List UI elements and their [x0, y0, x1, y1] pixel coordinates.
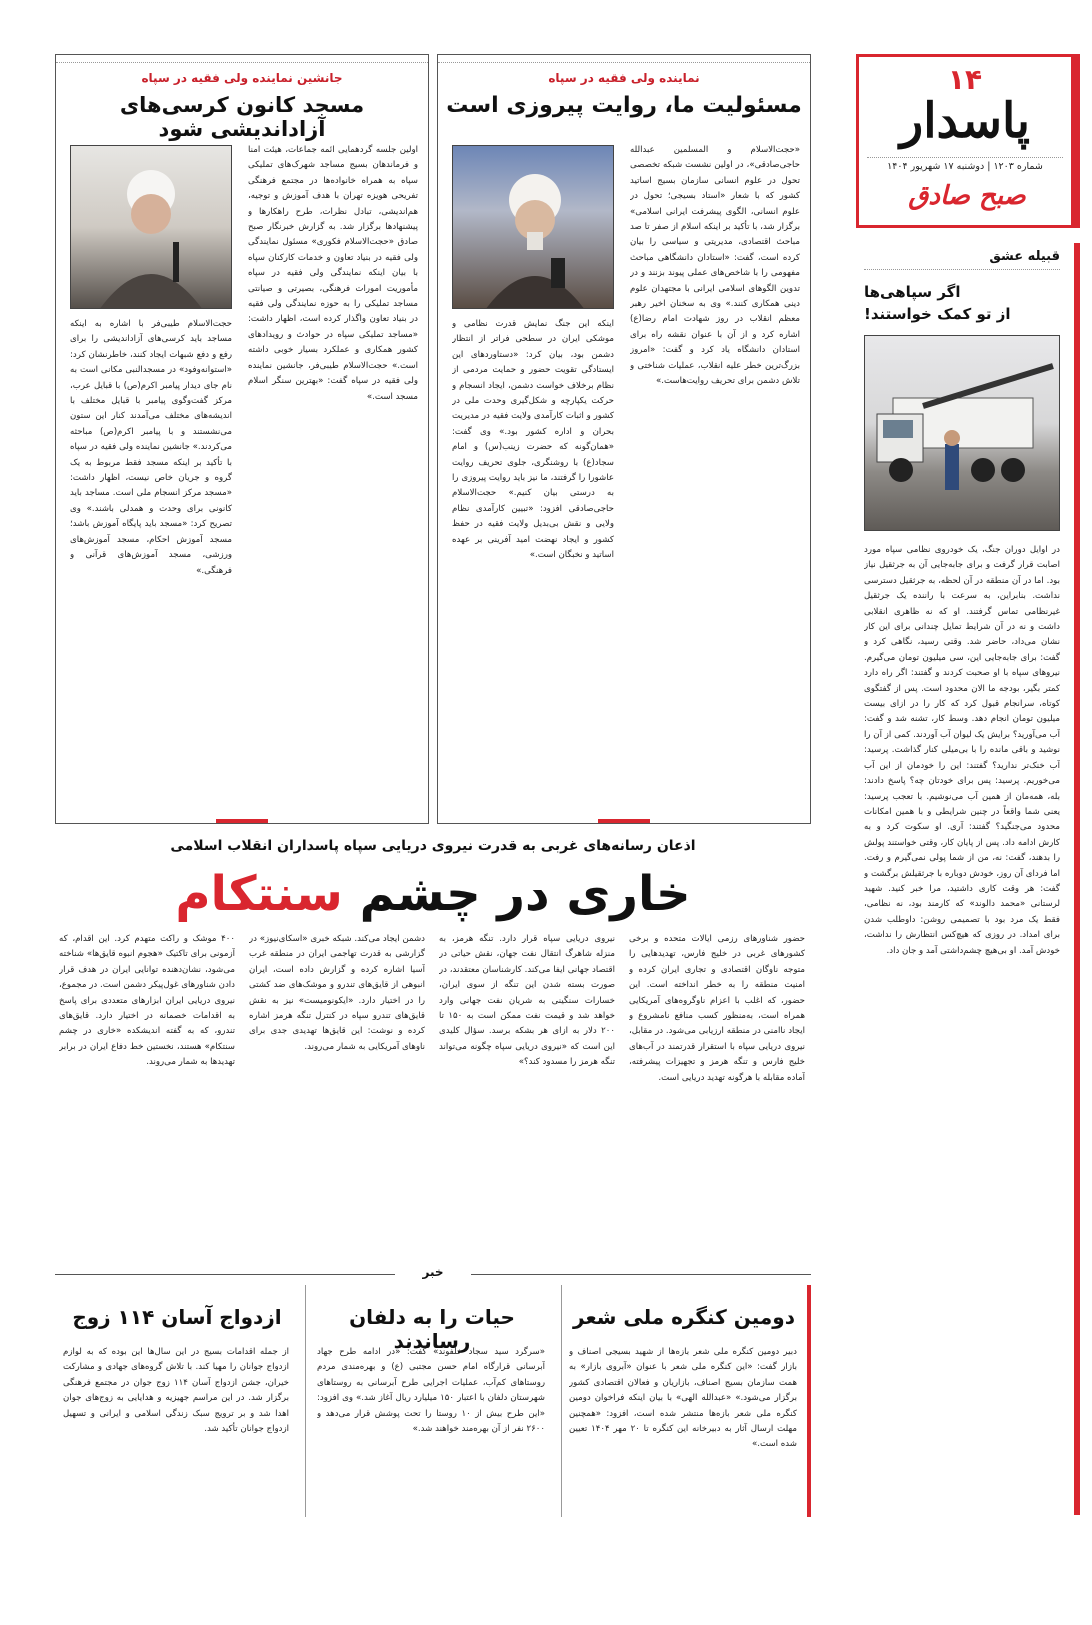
news-item-3-body: از جمله اقدامات بسیج در این سال‌ها این بوده که به لوازم ازدواج جوانان را مهیا کند. با تلاش گروه‌های جهادی و مشارکت خیران، جشن ازدواج آسان ۱۱۴ زوج جوان در مجتمع فرهنگی برگزار شد. در این مراسم جهیزیه و هدایایی به زوج‌های جوان اهدا شد و بر ترویج سبک زندگی اسلامی و ایرانی و تسهیل ازدواج جوانان تأکید شد. — [63, 1347, 289, 1435]
crane-truck-illustration — [864, 336, 1059, 531]
cleric-portrait-illustration — [452, 146, 613, 309]
crane-truck-photo — [864, 335, 1060, 531]
feature-article — [55, 832, 811, 1232]
news-item-3 — [55, 1285, 299, 1517]
news-item-1-title: دومین کنگره ملی شعر — [573, 1305, 795, 1329]
sidebar-body: در اوایل دوران جنگ، یک خودروی نظامی سپاه مورد اصابت قرار گرفت و برای جابه‌جایی آن به جرثقیل نیاز بود. اما در آن منطقه در آن لحظه، به جرثقیل دسترسی نداشت. بنابراین، به سرعت با راننده یک جرثقیل غیرنظامی تماس گرفتند. او که نه ظاهری انقلابی داشت و نه در آن شرایط تمایل چندانی برای این کار نشان می‌داد، حاضر شد. وقتی رسید، نگاهی کرد و گفت: برای جابه‌جایی این، سی میلیون تومان می‌گیرم. نیروهای سپاه با او صحبت کردند و گفتند: اگر راه دارد کمتر بگیر، بودجه ما الان محدود است. پس از گفتگوی کوتاه، سرانجام قبول کرد که کار را در ازای بیست میلیون تومان انجام دهد. وسط کار، تشنه شد و گفت: آب می‌آورید؟ برایش یک لیوان آب آوردند. کمی از آن را نوشید و باقی مانده را با بی‌میلی کنار گذاشت. پرسید: آب خنک‌تر ندارید؟ گفتند: این را خودمان از این آب می‌خوریم. پرسید: پس برای خودتان چه؟ پاسخ دادند: بله، همه‌مان از همین آب می‌نوشیم. با تعجب پرسید: یعنی شما واقعاً در چنین شرایطی و با همین امکانات محدود می‌جنگید؟ گفتند: آری. او سکوت کرد و به کارش ادامه داد. پس از پایان کار، وقتی خواستند پولش را بدهند، گفت: نه، من از شما پولی نمی‌گیرم و رفت. اما فردای آن روز، خودش دوباره با جرثقیلش برگشت و گفت: هر وقت کاری داشتید، مرا خبر کنید. شهید لرستانی «محمد دالوند» که کارمند بود، نه نظامی، فقط یک مرد بود با تصمیمی روشن: داوطلب شدن برای امداد. در روزی که هیچ‌کس انتظارش را نداشت، خودش آمد. او بی‌هیچ چشم‌داشتی آمد و جان داد. — [864, 545, 1060, 956]
paper-name: پاسدار — [900, 93, 1030, 149]
news-item-2-title: حیات را به دلفان رساندند — [349, 1305, 515, 1353]
news-item-1 — [561, 1285, 811, 1517]
article-left-body-col2: حجت‌الاسلام طیبی‌فر با اشاره به اینکه مساجد باید کرسی‌های آزاداندیشی را برای رفع و دفع شبهات ایجاد کنند، خاطرنشان کرد: «استوانه‌وفود» در مسجدالنبی مکانی است به نام جای دیدار پیامبر اکرم(ص) با قبایل عرب، مرکز گفت‌وگوی پیامبر با قبایل مختلف با اندیشه‌های مختلف می‌آمدند کنار این ستون می‌نشستند و با پیامبر اکرم(ص) مباحثه می‌کردند.» جانشین نماینده ولی فقیه در سپاه با تأکید بر اینکه مسجد فقط مربوط به یک گروه و جریان خاص نیست، اظهار داشت: «مسجد مرکز انسجام ملی است. مساجد باید کانونی برای وحدت و همدلی باشند.» وی تصریح کرد: «مسجد باید پایگاه آموزش باشد؛ مسجد آموزش احکام، مسجد آموزش‌های ورزشی، مسجد آموزش‌های قرآنی و فرهنگی.» — [70, 319, 232, 576]
issue-line: شماره ۱۲۰۳ | دوشنبه ۱۷ شهریور ۱۴۰۴ — [887, 161, 1043, 172]
article-left-bottom-bar — [216, 819, 268, 823]
feature-col2: نیروی دریایی سپاه قرار دارد. تنگه هرمز، به منزله شاهرگ انتقال نفت جهان، نقش حیاتی در اقتصاد جهانی ایفا می‌کند. کارشناسان معتقدند، در صورت بسته شدن این تنگه از سوی ایران، خسارات سنگینی به شریان نفت جهانی وارد خواهد شد و قیمت نفت ممکن است به ۱۵۰ تا ۲۰۰ دلار به ازای هر بشکه برسد. سؤال کلیدی این است که «نیروی دریایی سپاه چگونه می‌تواند تنگه هرمز را مسدود کند؟» — [439, 934, 615, 1068]
sidebar-section-title: قبیله عشق — [989, 249, 1060, 264]
article-right-portrait — [452, 145, 614, 309]
article-right-topbar — [438, 55, 810, 63]
feature-title-part2: سنتکام — [175, 866, 343, 922]
masthead — [856, 54, 1080, 228]
article-left-title: مسجد کانون کرسی‌های آزاداندیشی شود — [119, 93, 365, 141]
news-strip-label: خبر — [395, 1265, 471, 1279]
feature-title-part1: خاری در چشم — [359, 866, 691, 922]
news-item-1-body: دبیر دومین کنگره ملی شعر بازه‌ها از شهید بسیجی اصناف و بازار گفت: «این کنگره ملی شعر با عنوان «آبروی بازار» به همت سازمان بسیج اصناف، بازاریان و فعالان اقتصادی کشور برگزار می‌شود.» «عبدالله الهی» با بیان اینکه فراخوان دومین کنگره ملی شعر بازه‌ها منتشر شده است، افزود: «همچنین مهلت ارسال آثار به دبیرخانه این کنگره تا ۲۰ مهر ۱۴۰۴ تعیین شده است.» — [569, 1347, 797, 1450]
feature-subtitle: اذعان رسانه‌های غربی به قدرت نیروی دریایی سپاه پاسداران انقلاب اسلامی — [170, 838, 696, 854]
sidebar — [856, 243, 1080, 1515]
article-right-title: مسئولیت ما، روایت پیروزی است — [446, 93, 802, 118]
article-right — [437, 54, 811, 824]
feature-col3: دشمن ایجاد می‌کند. شبکه خبری «اسکای‌نیوز» در گزارشی به قدرت تهاجمی ایران در منطقه غرب آسیا اشاره کرده و گزارش داده است، ایران انبوهی از قایق‌های تندرو و موشک‌های ضد کشتی را در اختیار دارد. «ایکونومیست» نیز به نقش قایق‌های تندرو سپاه در کنترل تنگه هرمز اشاره کرده و نوشت: این قایق‌ها تهدیدی جدی برای ناوهای آمریکایی به شمار می‌روند. — [249, 934, 425, 1052]
feature-col1: حضور شناورهای رزمی ایالات متحده و برخی کشورهای غربی در خلیج فارس، تهدیدهایی را متوجه ناوگان اقتصادی و تجاری ایران کرده و امنیت منطقه را به خطر انداخته است. این حضور، که اغلب با اعزام ناوگروه‌های آمریکایی همراه است، به‌منظور کسب منافع نامشروع و ایجاد ناامنی در منطقه ارزیابی می‌شود. در مقابل، نیروی دریایی سپاه با استقرار قدرتمند در آب‌های خلیج فارس و تنگه هرمز و تجهیزات پیشرفته، آماده مقابله با هرگونه تهدید دریایی است. — [629, 934, 805, 1083]
news-strip — [55, 1265, 811, 1520]
article-left-portrait — [70, 145, 232, 309]
sidebar-headline-2: از تو کمک خواستند! — [864, 305, 1011, 323]
article-left — [55, 54, 429, 824]
news-item-3-title: ازدواج آسان ۱۱۴ زوج — [72, 1305, 282, 1329]
article-left-body-col1: اولین جلسه گردهمایی ائمه جماعات، هیئت امنا و فرماندهان بسیج مساجد شهرک‌های تملیکی سپاه به همراه خانواده‌ها در مجتمع فرهنگی تفریحی هویزه تهران با هدف آموزش و توجیه، هم‌اندیشی، تبادل نظرات، طرح راهکارها و پیشنهادها برگزار شد. به گزارش خبرنگار صبح صادق «حجت‌الاسلام فکوری» مسئول نمایندگی ولی فقیه در بنیاد تعاون و خدمات کارکنان سپاه با بیان اینکه نمایندگی ولی فقیه در سپاه مأموریت امورات فرهنگی، بصیرتی و صیانتی مساجد تملیکی را به حوزه نمایندگی ولی فقیه در بنیاد تعاون واگذار کرده است، اظهار داشت: «مساجد تملیکی سپاه در حوادث و رویدادهای کشور همکاری و عملکرد بسیار خوبی داشته است.» حجت‌الاسلام طیبی‌فر، جانشین نماینده ولی فقیه در سپاه گفت: «بهترین سنگر اسلام مسجد است.» — [248, 145, 418, 402]
speaker-portrait-illustration — [70, 146, 231, 309]
news-item-2-body: «سرگرد سید سجاد خلفوند» گفت: «در ادامه طرح جهاد آبرسانی قرارگاه امام حسن مجتبی (ع) و بهره‌مندی مردم روستاهای کم‌آب، عملیات اجرایی طرح آبرسانی به روستاهای شهرستان دلفان با اعتبار ۱۵۰ میلیارد ریال آغاز شد.» وی افزود: «این طرح بیش از ۱۰ روستا را تحت پوشش قرار می‌دهد و ۲۶۰۰ نفر از آن بهره‌مند خواهند شد.» — [317, 1347, 545, 1435]
article-right-body-col1: «حجت‌الاسلام و المسلمین عبدالله حاجی‌صادقی»، در اولین نشست شبکه تخصصی تحول در علوم انسانی سازمان بسیج اساتید کشور که با شعار «استاد بسیجی؛ تحول در علوم انسانی، الگوی پیشرفت ایرانی اسلامی» برگزار شد، با تأکید بر اینکه اسلام از صفر تا صد مباحث اقتصادی، مدیریتی و سیاسی را بیان کرده است، گفت: «استادان دانشگاهی مباحث مفهومی را با شاخص‌های عملی پیوند بزنند و در تدوین الگوهای اسلامی ایرانی با مجتهدان علوم دینی همکاری کنند.» وی به سخنان اخیر رهبر معظم انقلاب در روز شهادت امام رضا(ع) اشاره کرد و از آن با عنوان نقشه راه برای استادان دانشگاه یاد کرد و گفت: «امروز بزرگ‌ترین خطر علیه انقلاب، عملیات شناختی و تلاش دشمن برای تحریف روایت‌هاست.» — [630, 145, 800, 387]
sidebar-headline-1: اگر سپاهی‌ها — [864, 283, 961, 301]
page-number: ۱۴ — [947, 63, 983, 96]
masthead-divider — [867, 157, 1063, 158]
sidebar-title-rule — [864, 269, 1060, 270]
article-right-body-col2: اینکه این جنگ نمایش قدرت نظامی و موشکی ایران در سطحی فراتر از انتظار دشمن بود، بیان کرد: «دستاوردهای این ایستادگی تقویت حضور و حمایت مردمی از نظام برخلاف خواست دشمن، ایجاد انسجام و حرکت یکپارچه و شکل‌گیری وحدت ملی در کشور و اثبات کارآمدی ولایت فقیه در مدیریت بحران و اداره کشور بود.» وی گفت: «همان‌گونه که حضرت زینب(س) و امام سجاد(ع) با روشنگری، جلوی تحریف روایت عاشورا را گرفتند، ما نیز باید روایت پیروزی را به درستی بیان کنیم.» حجت‌الاسلام حاجی‌صادقی افزود: «تبیین کارآمدی نظام ولایی و نقش بی‌بدیل ولایت فقیه در حفظ کشور و ایجاد نهضت امید آفرینی بر عهده اساتید و نخبگان است.» — [452, 319, 614, 561]
article-right-kicker: نماینده ولی فقیه در سپاه — [548, 71, 700, 85]
logo: صبح صادق — [908, 181, 1026, 211]
feature-title — [55, 862, 811, 926]
masthead-red-strip — [1071, 57, 1077, 225]
news-item-2 — [305, 1285, 555, 1517]
article-left-kicker: جانشین نماینده ولی فقیه در سپاه — [141, 71, 343, 85]
article-right-bottom-bar — [598, 819, 650, 823]
article-left-topbar — [56, 55, 428, 63]
feature-col4: ۴۰۰ موشک و راکت متهدم کرد. این اقدام، که آزمونی برای تاکتیک «هجوم انبوه قایق‌ها» شناخته می‌شود، نشان‌دهنده توانایی ایران در هدف قرار دادن شناورهای غول‌پیکر دشمن است. در مجموع، نیروی دریایی ایران ابزارهای متعددی برای پاسخ به اقدامات خصمانه در اختیار دارد. قایق‌های تندرو، که به گفته اندیشکده «خاری در چشم سنتکام» هستند، نخستین خط دفاع ایران در برابر تهدیدها به شمار می‌روند. — [59, 934, 235, 1068]
